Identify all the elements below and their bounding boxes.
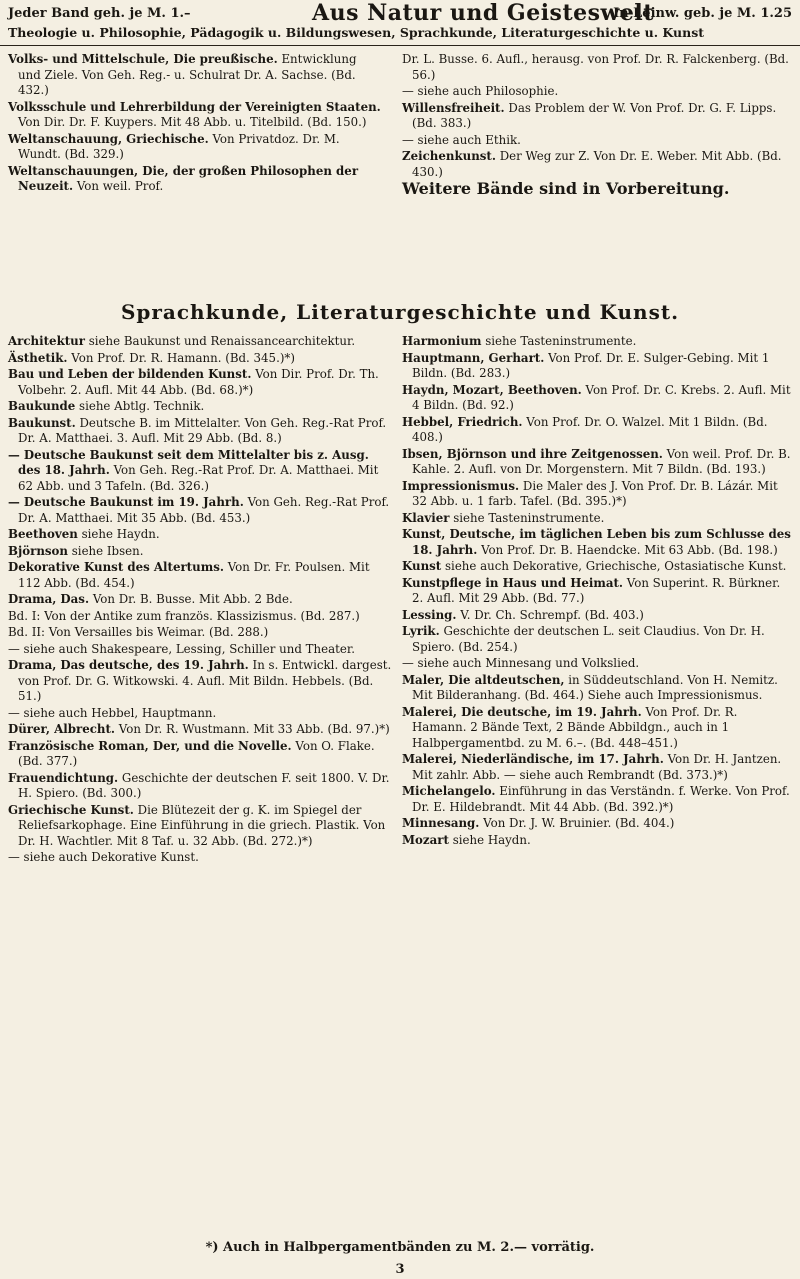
- entry-text: Von O. Flake. (Bd. 377.): [18, 738, 375, 768]
- catalog-entry: [8, 164, 382, 195]
- entry-title: Impressionismus.: [402, 478, 520, 493]
- entry-title: Baukunst.: [8, 415, 76, 430]
- entry-title: Kunst: [402, 559, 442, 573]
- catalog-entry: [8, 495, 392, 526]
- catalog-entry: [402, 415, 792, 446]
- entry-title: Willensfreiheit.: [402, 100, 505, 115]
- entry-text: Von Prof. Dr. B. Haendcke. Mit 63 Abb. (Bd. 198.): [481, 542, 778, 557]
- entry-title: Dürer, Albrecht.: [8, 722, 116, 736]
- entry-title: Dekorative Kunst des Altertums.: [8, 560, 224, 574]
- entry-text: Von Dir. Prof. Dr. Th. Volbehr. 2. Aufl. Mit 44 Abb. (Bd. 68.)*): [18, 367, 379, 397]
- catalog-entry: [402, 816, 792, 832]
- catalog-entry: [402, 351, 792, 382]
- entry-text: Von Dir. Dr. F. Kuypers. Mit 48 Abb. u. Titelbild. (Bd. 150.): [18, 115, 367, 129]
- catalog-entry: [402, 624, 792, 655]
- entry-title: Lessing.: [402, 607, 457, 622]
- entry-text: siehe Ibsen.: [71, 543, 144, 558]
- entry-title: Klavier: [402, 510, 450, 525]
- catalog-entry: [402, 383, 792, 414]
- entry-title: Bau und Leben der bildenden Kunst.: [8, 367, 252, 381]
- left-column: [8, 334, 392, 867]
- price-paperback: Jeder Band geh. je M. 1.–: [8, 6, 191, 21]
- catalog-entry: [8, 771, 392, 802]
- entry-title: Harmonium: [402, 334, 482, 348]
- entry-text: siehe Baukunst und Renaissancearchitektur.: [88, 334, 356, 348]
- catalog-entry: [402, 334, 792, 350]
- entry-text: — siehe auch Ethik.: [402, 132, 521, 147]
- entry-title: Griechische Kunst.: [8, 802, 134, 817]
- footnote: *) Auch in Halbpergamentbänden zu M. 2.— vorrätig.: [205, 1240, 595, 1255]
- entry-text: siehe Tasteninstrumente.: [485, 334, 637, 348]
- entry-title: Kunst, Deutsche, im täglichen Leben bis zum Schlusse des 18. Jahrh.: [402, 527, 791, 557]
- entry-title: Mozart: [402, 832, 449, 847]
- entry-title: Volks- und Mittelschule, Die preußische.: [8, 52, 278, 66]
- catalog-entry: [402, 576, 792, 607]
- catalog-entry: [8, 722, 392, 738]
- catalog-entry: [8, 592, 392, 608]
- entry-text: Von Dr. J. W. Bruinier. (Bd. 404.): [483, 816, 675, 830]
- entry-text: — siehe auch Philosophie.: [402, 84, 559, 98]
- entry-title: Zeichenkunst.: [402, 149, 496, 163]
- entry-text: in Süddeutschland. Von H. Nemitz. Mit Bilderanhang. (Bd. 464.) Siehe auch Impressionismus.: [412, 672, 778, 702]
- entry-title: — Deutsche Baukunst seit dem Mittelalter bis z. Ausg. des 18. Jahrh.: [8, 447, 369, 477]
- price-linen: In Leinw. geb. je M. 1.25: [613, 6, 792, 21]
- entry-title: Haydn, Mozart, Beethoven.: [402, 382, 582, 397]
- entry-text: Von Privatdoz. Dr. M. Wundt. (Bd. 329.): [18, 131, 340, 161]
- catalog-entry: [8, 803, 392, 850]
- catalog-entry: [402, 608, 792, 624]
- catalog-entry: [8, 367, 392, 398]
- catalog-entry: [402, 511, 792, 527]
- entry-title: Frauendichtung.: [8, 770, 119, 785]
- catalog-entry: [8, 399, 392, 415]
- catalog-entry: [402, 527, 792, 558]
- catalog-entry: [402, 133, 792, 149]
- entry-text: Entwicklung und Ziele. Von Geh. Reg.- u. Schulrat Dr. A. Sachse. (Bd. 432.): [18, 52, 357, 97]
- entry-title: Hauptmann, Gerhart.: [402, 350, 545, 365]
- entry-text: Geschichte der deutschen L. seit Claudius. Von Dr. H. Spiero. (Bd. 254.): [412, 624, 765, 654]
- entry-title: Malerei, Niederländische, im 17. Jahrh.: [402, 752, 664, 766]
- entry-title: Minnesang.: [402, 816, 480, 830]
- catalog-entry: [8, 132, 382, 163]
- entry-text: Einführung in das Verständn. f. Werke. Von Prof. Dr. E. Hildebrandt. Mit 44 Abb. (Bd. 392.)*): [412, 784, 790, 814]
- entry-title: Michelangelo.: [402, 784, 496, 798]
- catalog-entry: [402, 705, 792, 752]
- entry-text: siehe Tasteninstrumente.: [453, 510, 605, 525]
- entry-text: — siehe auch Minnesang und Volkslied.: [402, 656, 640, 670]
- entry-text: Von Geh. Reg.-Rat Prof. Dr. A. Matthaei. Mit 35 Abb. (Bd. 453.): [18, 495, 390, 525]
- catalog-entry: [8, 739, 392, 770]
- catalog-entry: [8, 625, 392, 641]
- entry-title: Beethoven: [8, 527, 78, 541]
- entry-text: — siehe auch Shakespeare, Lessing, Schiller und Theater.: [8, 641, 355, 656]
- catalog-entry: [8, 658, 392, 705]
- catalog-entry: [8, 52, 382, 99]
- entry-text: V. Dr. Ch. Schrempf. (Bd. 403.): [460, 607, 644, 622]
- entry-title: Drama, Das.: [8, 592, 90, 606]
- entry-text: Das Problem der W. Von Prof. Dr. G. F. Lipps. (Bd. 383.): [412, 100, 777, 130]
- page-number: 3: [395, 1262, 405, 1277]
- entry-title: Björnson: [8, 543, 68, 558]
- catalog-entry: [8, 850, 392, 866]
- entry-text: In s. Entwickl. dargest. von Prof. Dr. G. Witkowski. 4. Aufl. Mit Bildn. Hebbels. (Bd. 51.): [18, 658, 392, 703]
- catalog-entry: [402, 101, 792, 132]
- entry-text: Bd. I: Von der Antike zum französ. Klassizismus. (Bd. 287.): [8, 608, 360, 623]
- entry-text: Die Maler des J. Von Prof. Dr. B. Lázár. Mit 32 Abb. u. 1 farb. Tafel. (Bd. 395.)*): [412, 478, 778, 508]
- entry-title: Baukunde: [8, 399, 76, 413]
- catalog-entry: [8, 527, 392, 543]
- entry-text: Der Weg zur Z. Von Dr. E. Weber. Mit Abb. (Bd. 430.): [412, 149, 782, 179]
- catalog-entry: [402, 656, 792, 672]
- catalog-entry: [8, 544, 392, 560]
- catalog-entry: [402, 479, 792, 510]
- catalog-entry: [8, 706, 392, 722]
- catalog-entry: [8, 334, 392, 350]
- catalog-entry: [402, 752, 792, 783]
- catalog-entry: [402, 84, 792, 100]
- entry-text: Von Prof. Dr. R. Hamann. 2 Bände Text, 2 Bände Abbildgn., auch in 1 Halbpergamentbd. zu M. 6.–. (Bd. 448–451.): [412, 704, 738, 750]
- entry-title: Französische Roman, Der, und die Novelle.: [8, 738, 292, 753]
- entry-text: siehe Haydn.: [452, 832, 531, 847]
- catalog-entry: [402, 833, 792, 849]
- entry-text: Von Prof. Dr. R. Hamann. (Bd. 345.)*): [71, 350, 295, 365]
- entry-text: Von Geh. Reg.-Rat Prof. Dr. A. Matthaei. Mit 62 Abb. und 3 Tafeln. (Bd. 326.): [18, 463, 379, 493]
- entry-text: Die Blütezeit der g. K. im Spiegel der Reliefsarkophage. Eine Einführung in die griech. Plastik. Von Dr. H. Wachtler. Mit 8 Taf. u. 32 Abb. (Bd. 272.)*): [18, 802, 386, 848]
- entry-title: Volksschule und Lehrerbildung der Vereinigten Staaten.: [8, 99, 381, 114]
- entry-title: Drama, Das deutsche, des 19. Jahrh.: [8, 658, 249, 672]
- top-left-column: [8, 52, 382, 196]
- entry-text: siehe auch Dekorative, Griechische, Ostasiatische Kunst.: [445, 559, 787, 573]
- entry-text: Deutsche B. im Mittelalter. Von Geh. Reg.-Rat Prof. Dr. A. Matthaei. 3. Aufl. Mit 29 Abb. (Bd. 8.): [18, 415, 387, 445]
- entry-text: Von Dr. B. Busse. Mit Abb. 2 Bde.: [92, 592, 293, 606]
- entry-text: siehe Haydn.: [81, 527, 160, 541]
- catalog-entry: [8, 351, 392, 367]
- right-column: [402, 334, 792, 849]
- entry-text: Von weil. Prof. Dr. B. Kahle. 2. Aufl. von Dr. Morgenstern. Mit 7 Bildn. (Bd. 193.): [412, 446, 791, 476]
- entry-title: Ibsen, Björnson und ihre Zeitgenossen.: [402, 446, 663, 461]
- series-subjects: Theologie u. Philosophie, Pädagogik u. Bildungswesen, Sprachkunde, Literaturgeschichte u. Kunst: [8, 25, 705, 40]
- notice-more-volumes: Weitere Bände sind in Vorbereitung.: [402, 179, 730, 198]
- entry-title: Malerei, Die deutsche, im 19. Jahrh.: [402, 704, 642, 719]
- catalog-entry: [8, 448, 392, 495]
- entry-text: Von Dr. H. Jantzen. Mit zahlr. Abb. — siehe auch Rembrandt (Bd. 373.)*): [412, 752, 782, 782]
- catalog-entry: [8, 609, 392, 625]
- entry-text: — siehe auch Hebbel, Hauptmann.: [8, 705, 217, 720]
- section-heading: Sprachkunde, Literaturgeschichte und Kunst.: [120, 300, 680, 324]
- entry-text: Geschichte der deutschen F. seit 1800. V. Dr. H. Spiero. (Bd. 300.): [18, 770, 390, 800]
- catalog-entry: [402, 673, 792, 704]
- series-banner: [0, 0, 800, 44]
- entry-text: Von Prof. Dr. O. Walzel. Mit 1 Bildn. (Bd. 408.): [412, 414, 768, 444]
- entry-text: Von Superint. R. Bürkner. 2. Aufl. Mit 29 Abb. (Bd. 77.): [412, 575, 781, 605]
- catalog-entry: [8, 642, 392, 658]
- catalog-entry: [402, 149, 792, 180]
- entry-text: — siehe auch Dekorative Kunst.: [8, 850, 199, 864]
- entry-text: Bd. II: Von Versailles bis Weimar. (Bd. 288.): [8, 625, 269, 639]
- entry-text: Von Prof. Dr. E. Sulger-Gebing. Mit 1 Bildn. (Bd. 283.): [412, 350, 770, 380]
- catalog-entry: [402, 784, 792, 815]
- catalog-entry: [8, 560, 392, 591]
- entry-text: Von weil. Prof.: [76, 179, 164, 193]
- catalog-entry: [8, 100, 382, 131]
- catalog-entry: [402, 52, 792, 83]
- entry-title: Kunstpflege in Haus und Heimat.: [402, 575, 624, 590]
- series-title: Aus Natur und Geisteswelt: [312, 0, 654, 26]
- entry-text: Von Dr. Fr. Poulsen. Mit 112 Abb. (Bd. 454.): [18, 560, 370, 590]
- entry-text: Von Dr. R. Wustmann. Mit 33 Abb. (Bd. 97.)*): [118, 722, 390, 736]
- entry-title: Weltanschauungen, Die, der großen Philosophen der Neuzeit.: [8, 163, 359, 193]
- catalog-entry: [8, 416, 392, 447]
- entry-title: Maler, Die altdeutschen,: [402, 672, 565, 687]
- catalog-entry: [402, 447, 792, 478]
- entry-title: — Deutsche Baukunst im 19. Jahrh.: [8, 495, 244, 509]
- entry-title: Ästhetik.: [8, 350, 68, 365]
- entry-text: Dr. L. Busse. 6. Aufl., herausg. von Prof. Dr. R. Falckenberg. (Bd. 56.): [402, 52, 789, 82]
- header-rule: [0, 45, 800, 46]
- entry-title: Lyrik.: [402, 624, 440, 638]
- entry-title: Weltanschauung, Griechische.: [8, 131, 209, 146]
- entry-text: Von Prof. Dr. C. Krebs. 2. Aufl. Mit 4 Bildn. (Bd. 92.): [412, 382, 791, 412]
- entry-title: Hebbel, Friedrich.: [402, 414, 523, 429]
- catalog-entry: [402, 559, 792, 575]
- top-right-column: [402, 52, 792, 198]
- entry-title: Architektur: [8, 334, 85, 348]
- entry-text: siehe Abtlg. Technik.: [79, 399, 205, 413]
